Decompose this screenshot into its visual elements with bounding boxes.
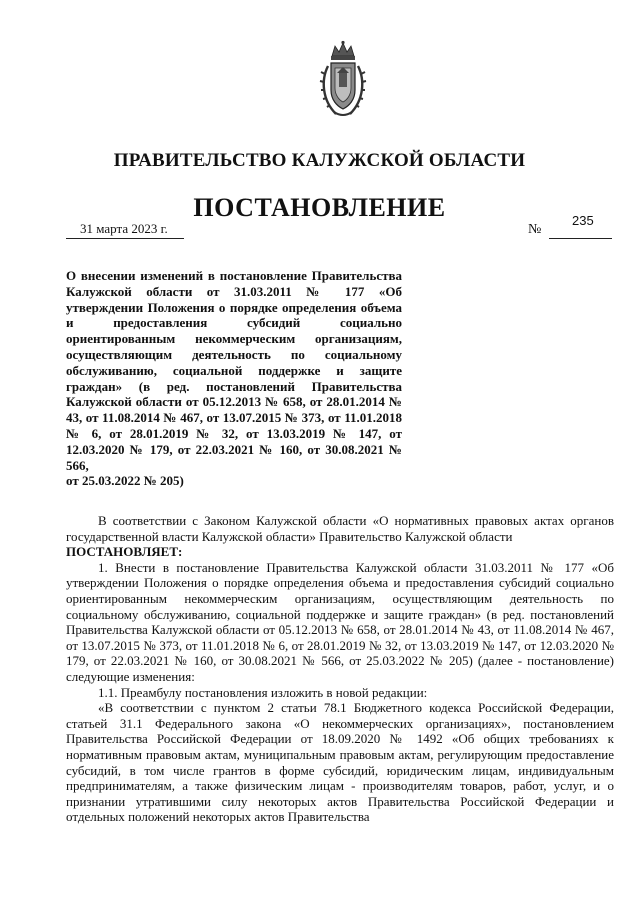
document-date: 31 марта 2023 г.: [66, 220, 184, 239]
document-body: [66, 513, 614, 825]
coat-of-arms-icon: [318, 40, 368, 120]
document-type: ПОСТАНОВЛЕНИЕ: [193, 193, 446, 222]
subject-heading: О внесении изменений в постановление Правительства Калужской области от 31.03.2011 № 177 «Об утверждении Положения о порядке определения объема и предоставления субсидий социально ориентированным некоммерческим организациям, осуществляющим деятельность по социальному обслуживанию, социальной поддержке и защите граждан» (в ред. постановлений Правительства Калужской области от 05.12.2013 № 658, от 28.01.2014 № 43, от 11.08.2014 № 467, от 13.07.2015 № 373, от 11.01.2018 № 6, от 28.01.2019 № 32, от 13.03.2019 № 147, от 12.03.2020 № 179, от 22.03.2021 № 160, от 30.08.2021 № 566,: [66, 268, 402, 473]
preamble-paragraph: В соответствии с Законом Калужской области «О нормативных правовых актах органов государственной власти Калужской области» Правительство Калужской области: [66, 513, 614, 544]
number-label: №: [528, 222, 542, 237]
subject-heading-last-line: от 25.03.2022 № 205): [66, 473, 184, 488]
decree-word: ПОСТАНОВЛЯЕТ:: [66, 544, 183, 560]
item-1-paragraph: 1. Внести в постановление Правительства Калужской области 31.03.2011 № 177 «Об утверждении Положения о порядке определения объема и предоставления субсидий социально ориентированным некоммерческим организациям, осуществляющим деятельность по социальному обслуживанию, социальной поддержке и защите граждан» (в ред. постановлений Правительства Калужской области от 05.12.2013 № 658, от 28.01.2014 № 43, от 11.08.2014 № 467, от 13.07.2015 № 373, от 11.01.2018 № 6, от 28.01.2019 № 32, от 13.03.2019 № 147, от 12.03.2020 № 179, от 22.03.2021 № 160, от 30.08.2021 № 566, от 25.03.2022 № 205) (далее - постановление) следующие изменения:: [66, 559, 614, 684]
document-number: 235: [572, 213, 594, 228]
quoted-preamble-paragraph: «В соответствии с пунктом 2 статьи 78.1 Бюджетного кодекса Российской Федерации, статьей 31.1 Федерального закона «О некоммерческих организациях», постановлением Правительства Российской Федерации от 18.09.2020 № 1492 «Об общих требованиях к нормативным правовым актам, муниципальным правовым актам, регулирующим предоставление субсидий, в том числе грантов в форме субсидий, юридическим лицам, индивидуальным предпринимателям, а также физическим лицам - производителям товаров, работ, услуг, и о признании утратившими силу некоторых актов Правительства Российской Федерации и отдельных положений некоторых актов Правительства: [66, 700, 614, 825]
government-title: ПРАВИТЕЛЬСТВО КАЛУЖСКОЙ ОБЛАСТИ: [113, 150, 526, 171]
item-1-1-paragraph: 1.1. Преамбулу постановления изложить в новой редакции:: [98, 684, 428, 700]
